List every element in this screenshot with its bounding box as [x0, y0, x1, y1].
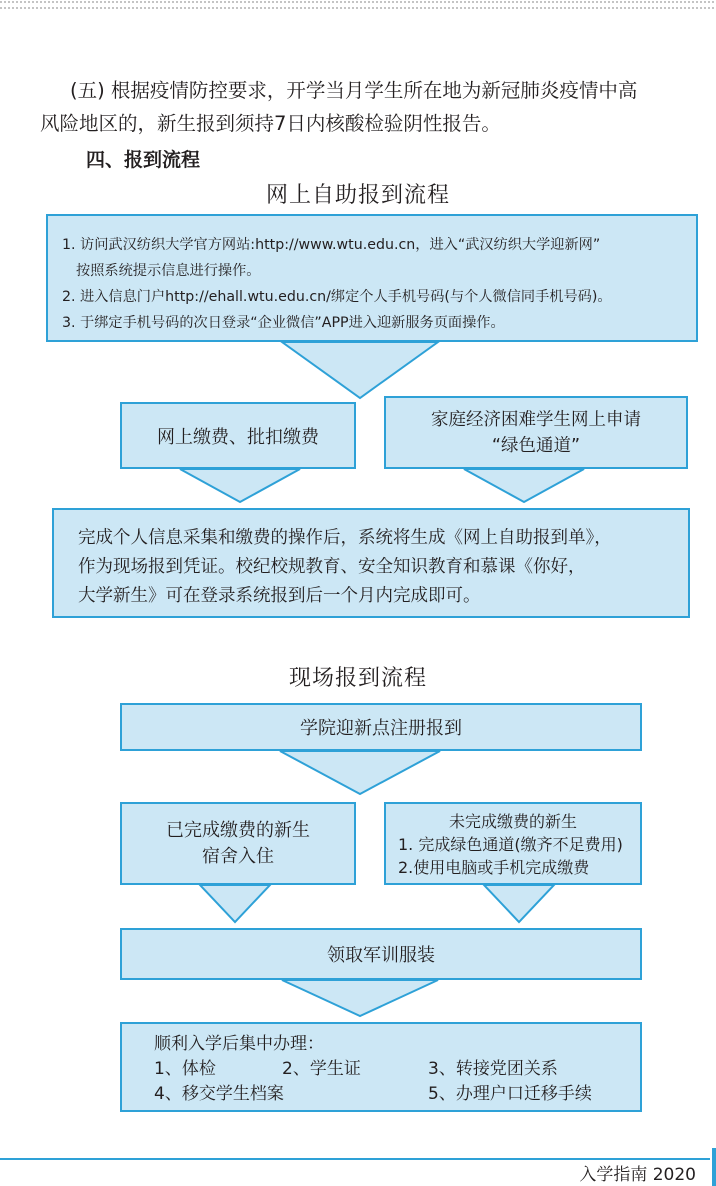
arrow-down-icon	[282, 980, 438, 1016]
after-item: 4、移交学生档案	[154, 1084, 284, 1104]
after-enrollment-box	[120, 1022, 642, 1112]
after-item: 3、转接党团关系	[428, 1059, 558, 1079]
intro-line-1: (五) 根据疫情防控要求，开学当月学生所在地为新冠肺炎疫情中高	[70, 79, 638, 102]
footer-accent-bar	[712, 1148, 716, 1186]
online-step-3: 3. 于绑定手机号码的次日登录“企业微信”APP进入迎新服务页面操作。	[62, 315, 505, 331]
green-channel-line-2: “绿色通道”	[491, 435, 581, 456]
arrow-down-icon	[484, 885, 554, 922]
military-uniform-box	[120, 928, 642, 980]
arrow-down-icon	[464, 469, 584, 502]
online-step-2: 2. 进入信息门户http://ehall.wtu.edu.cn/绑定个人手机号码(与个人微信同手机号码)。	[62, 289, 612, 305]
unpaid-item-1: 1. 完成绿色通道(缴齐不足费用)	[398, 835, 623, 854]
intro-line-2: 风险地区的，新生报到须持7日内核酸检验阴性报告。	[40, 112, 501, 135]
after-enrollment-title: 顺利入学后集中办理：	[154, 1034, 324, 1054]
arrow-down-icon	[282, 342, 438, 398]
online-step-1: 1. 访问武汉纺织大学官方网站:http://www.wtu.edu.cn，进入“武汉纺织大学迎新网”	[62, 237, 601, 253]
onsite-flow-title: 现场报到流程	[288, 666, 427, 691]
arrow-down-icon	[180, 469, 300, 502]
online-complete-line-3: 大学新生》可在登录系统报到后一个月内完成即可。	[78, 586, 481, 606]
arrow-down-icon	[280, 751, 440, 794]
footer-label: 入学指南 2020	[579, 1165, 696, 1185]
paid-line-1: 已完成缴费的新生	[166, 819, 310, 841]
online-payment-box	[120, 402, 356, 469]
green-channel-line-1: 家庭经济困难学生网上申请	[431, 409, 641, 430]
college-register-box	[120, 703, 642, 751]
online-payment-label: 网上缴费、批扣缴费	[157, 426, 319, 448]
online-complete-box	[52, 508, 690, 618]
online-complete-line-1: 完成个人信息采集和缴费的操作后，系统将生成《网上自助报到单》，	[78, 528, 612, 548]
unpaid-students-box	[384, 802, 642, 885]
after-item: 2、学生证	[282, 1059, 361, 1079]
military-uniform-label: 领取军训服装	[327, 945, 435, 966]
section-heading: 四、报到流程	[86, 149, 201, 171]
online-flow-title: 网上自助报到流程	[265, 183, 450, 208]
paid-line-2: 宿舍入住	[202, 845, 274, 867]
green-channel-box	[384, 396, 688, 469]
paid-students-box	[120, 802, 356, 885]
unpaid-title: 未完成缴费的新生	[448, 812, 577, 831]
after-item: 5、办理户口迁移手续	[428, 1084, 592, 1104]
online-complete-line-2: 作为现场报到凭证。校纪校规教育、安全知识教育和慕课《你好，	[78, 557, 586, 577]
after-item: 1、体检	[154, 1059, 216, 1079]
unpaid-item-2: 2.使用电脑或手机完成缴费	[398, 858, 590, 877]
online-step-1-cont: 按照系统提示信息进行操作。	[76, 263, 261, 279]
college-register-label: 学院迎新点注册报到	[300, 718, 462, 739]
arrow-down-icon	[200, 885, 270, 922]
